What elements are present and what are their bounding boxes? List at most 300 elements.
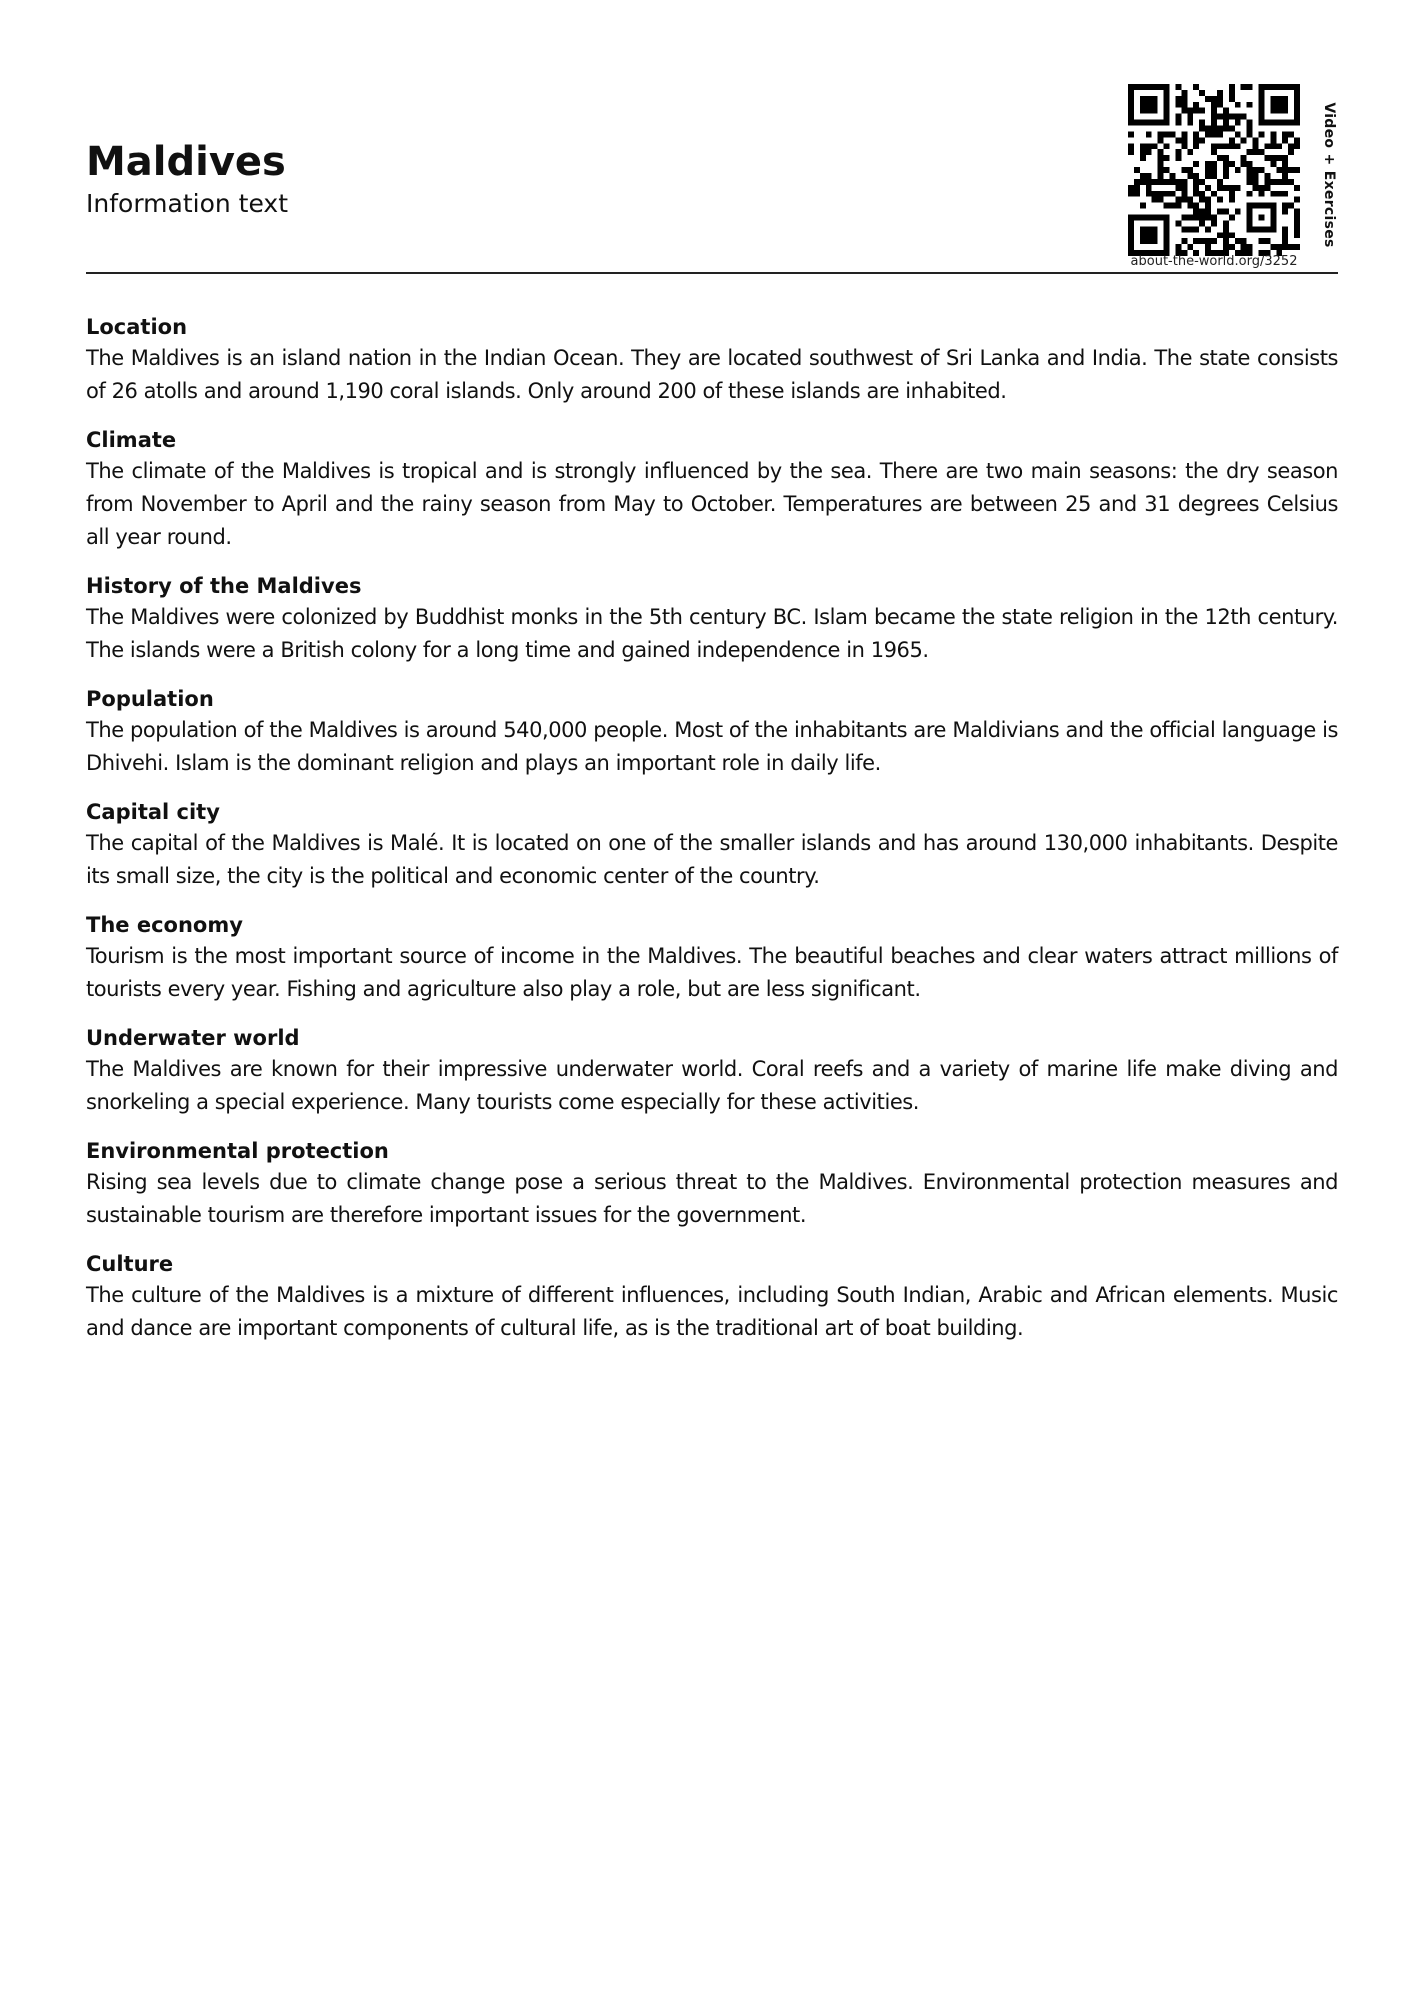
qr-module — [1223, 161, 1229, 167]
qr-module — [1187, 197, 1193, 203]
qr-module — [1217, 96, 1223, 102]
qr-module — [1288, 203, 1294, 209]
qr-module — [1270, 244, 1276, 250]
qr-module — [1140, 143, 1146, 149]
qr-module — [1294, 197, 1300, 203]
qr-module — [1276, 191, 1282, 197]
qr-module — [1181, 191, 1187, 197]
qr-module — [1205, 131, 1211, 137]
qr-module — [1199, 90, 1205, 96]
qr-module — [1229, 126, 1235, 132]
qr-side-label-text: Video + Exercises — [1321, 102, 1337, 248]
qr-module — [1193, 226, 1199, 232]
qr-module — [1223, 114, 1229, 120]
qr-module — [1258, 149, 1264, 155]
qr-module — [1193, 179, 1199, 185]
qr-module — [1193, 161, 1199, 167]
qr-module — [1175, 149, 1181, 155]
qr-align-part — [1247, 203, 1253, 233]
qr-side-label — [1316, 100, 1342, 250]
qr-module — [1282, 161, 1288, 167]
qr-finder-part — [1270, 96, 1288, 114]
qr-module — [1128, 143, 1134, 149]
qr-module — [1164, 167, 1170, 173]
qr-module — [1235, 131, 1241, 137]
qr-module — [1235, 238, 1241, 244]
qr-module — [1140, 173, 1146, 179]
qr-module — [1205, 209, 1211, 215]
qr-align-part — [1270, 203, 1276, 233]
qr-module — [1211, 173, 1217, 179]
qr-module — [1187, 167, 1193, 173]
qr-module — [1170, 173, 1176, 179]
qr-module — [1270, 191, 1276, 197]
qr-module — [1181, 214, 1187, 220]
qr-module — [1294, 220, 1300, 226]
qr-module — [1134, 185, 1140, 191]
qr-module — [1223, 108, 1229, 114]
qr-module — [1187, 214, 1193, 220]
qr-module — [1229, 191, 1235, 197]
qr-module — [1158, 191, 1164, 197]
section — [86, 312, 1338, 408]
qr-module — [1211, 131, 1217, 137]
qr-module — [1175, 185, 1181, 191]
qr-module — [1294, 214, 1300, 220]
qr-module — [1247, 244, 1253, 250]
qr-module — [1223, 238, 1229, 244]
qr-module — [1217, 143, 1223, 149]
qr-module — [1193, 84, 1199, 90]
qr-module — [1146, 143, 1152, 149]
qr-module — [1235, 167, 1241, 173]
qr-finder-part — [1258, 120, 1300, 126]
qr-module — [1181, 137, 1187, 143]
qr-module — [1128, 131, 1134, 137]
qr-module — [1181, 143, 1187, 149]
qr-module — [1264, 155, 1270, 161]
qr-module — [1282, 232, 1288, 238]
qr-module — [1223, 143, 1229, 149]
qr-module — [1158, 161, 1164, 167]
qr-module — [1199, 197, 1205, 203]
qr-module — [1270, 143, 1276, 149]
page-subtitle: Information text — [86, 189, 289, 218]
qr-module — [1175, 96, 1181, 102]
qr-module — [1211, 126, 1217, 132]
qr-module — [1217, 209, 1223, 215]
qr-module — [1158, 137, 1164, 143]
qr-module — [1247, 179, 1253, 185]
qr-module — [1140, 203, 1146, 209]
qr-module — [1199, 220, 1205, 226]
qr-module — [1264, 179, 1270, 185]
qr-finder-part — [1128, 120, 1170, 126]
qr-module — [1235, 120, 1241, 126]
qr-module — [1211, 167, 1217, 173]
qr-module — [1170, 131, 1176, 137]
qr-module — [1205, 96, 1211, 102]
qr-module — [1175, 137, 1181, 143]
qr-module — [1187, 120, 1193, 126]
section-text: The capital of the Maldives is Malé. It is located on one of the smaller islands and has around 130,000 inhabitants. Despite its small size, the city is the political and economic center of the country. — [86, 831, 1338, 888]
qr-module — [1229, 143, 1235, 149]
qr-module — [1193, 143, 1199, 149]
qr-module — [1175, 179, 1181, 185]
qr-module — [1235, 185, 1241, 191]
section-text: Rising sea levels due to climate change pose a serious threat to the Maldives. Environmental protection measures and sustainable tourism are therefore important issues for the government. — [86, 1170, 1338, 1227]
qr-module — [1205, 126, 1211, 132]
qr-module — [1241, 84, 1247, 90]
page-title: Maldives — [86, 139, 286, 185]
qr-module — [1205, 167, 1211, 173]
qr-module — [1175, 244, 1181, 250]
qr-module — [1217, 197, 1223, 203]
qr-module — [1211, 143, 1217, 149]
document-header — [86, 0, 1338, 276]
qr-module — [1193, 102, 1199, 108]
qr-module — [1235, 209, 1241, 215]
section — [86, 425, 1338, 554]
section-text: The Maldives were colonized by Buddhist monks in the 5th century BC. Islam became the state religion in the 12th century. The islands were a British colony for a long time and gained independence in 1965. — [86, 605, 1338, 662]
qr-module — [1128, 191, 1134, 197]
qr-module — [1193, 214, 1199, 220]
section-heading: Population — [86, 687, 214, 711]
section-text: The Maldives is an island nation in the Indian Ocean. They are located southwest of Sri Lanka and India. The state consists of 26 atolls and around 1,190 coral islands. Only around 200 of these islands are inhabited. — [86, 346, 1338, 403]
qr-module — [1205, 238, 1211, 244]
qr-module — [1205, 203, 1211, 209]
qr-module — [1264, 185, 1270, 191]
qr-module — [1199, 214, 1205, 220]
header-divider — [86, 272, 1338, 274]
qr-module — [1270, 155, 1276, 161]
qr-module — [1211, 114, 1217, 120]
qr-module — [1193, 209, 1199, 215]
qr-module — [1175, 220, 1181, 226]
qr-module — [1181, 197, 1187, 203]
qr-module — [1276, 143, 1282, 149]
qr-module — [1247, 102, 1253, 108]
qr-finder-part — [1128, 214, 1170, 220]
qr-module — [1181, 131, 1187, 137]
qr-module — [1211, 214, 1217, 220]
qr-module — [1241, 114, 1247, 120]
qr-module — [1181, 238, 1187, 244]
qr-module — [1241, 137, 1247, 143]
qr-module — [1253, 167, 1259, 173]
qr-align-part — [1258, 214, 1264, 220]
qr-module — [1128, 149, 1134, 155]
qr-module — [1175, 114, 1181, 120]
qr-module — [1193, 191, 1199, 197]
qr-module — [1164, 143, 1170, 149]
qr-module — [1217, 114, 1223, 120]
sections-container — [86, 312, 1338, 1362]
qr-module — [1294, 244, 1300, 250]
qr-module — [1235, 102, 1241, 108]
qr-module — [1223, 226, 1229, 232]
qr-module — [1134, 191, 1140, 197]
section-text: The population of the Maldives is around 540,000 people. Most of the inhabitants are Maldivians and the official language is Dhivehi. Islam is the dominant religion and plays an important role in daily life. — [86, 718, 1338, 775]
qr-module — [1282, 209, 1288, 215]
qr-module — [1282, 137, 1288, 143]
qr-module — [1152, 191, 1158, 197]
section — [86, 571, 1338, 667]
qr-url-link[interactable]: about-the-world.org/3252 — [1130, 254, 1298, 269]
qr-module — [1270, 137, 1276, 143]
section-heading: Climate — [86, 428, 177, 452]
qr-module — [1205, 161, 1211, 167]
qr-module — [1229, 137, 1235, 143]
qr-module — [1229, 114, 1235, 120]
qr-module — [1229, 232, 1235, 238]
qr-finder-part — [1164, 214, 1170, 256]
qr-module — [1158, 197, 1164, 203]
section-heading: Location — [86, 315, 188, 339]
qr-module — [1146, 185, 1152, 191]
section-heading: Environmental protection — [86, 1139, 389, 1163]
qr-module — [1181, 90, 1187, 96]
qr-module — [1217, 232, 1223, 238]
qr-module — [1193, 108, 1199, 114]
qr-module — [1211, 102, 1217, 108]
qr-module — [1264, 173, 1270, 179]
qr-module — [1258, 238, 1264, 244]
qr-module — [1181, 108, 1187, 114]
qr-module — [1193, 238, 1199, 244]
section-heading: Culture — [86, 1252, 174, 1276]
qr-module — [1181, 179, 1187, 185]
qr-module — [1187, 149, 1193, 155]
qr-module — [1181, 226, 1187, 232]
qr-module — [1229, 84, 1235, 90]
qr-module — [1288, 244, 1294, 250]
qr-module — [1223, 244, 1229, 250]
qr-module — [1211, 191, 1217, 197]
qr-module — [1146, 191, 1152, 197]
qr-module — [1181, 167, 1187, 173]
qr-module — [1229, 161, 1235, 167]
qr-module — [1211, 120, 1217, 126]
qr-module — [1294, 137, 1300, 143]
qr-module — [1175, 102, 1181, 108]
qr-module — [1223, 185, 1229, 191]
qr-module — [1181, 102, 1187, 108]
document-page — [86, 0, 1338, 2000]
qr-module — [1217, 179, 1223, 185]
qr-module — [1258, 167, 1264, 173]
qr-module — [1158, 149, 1164, 155]
qr-module — [1164, 191, 1170, 197]
qr-module — [1253, 185, 1259, 191]
qr-module — [1199, 120, 1205, 126]
qr-module — [1223, 173, 1229, 179]
qr-module — [1229, 197, 1235, 203]
qr-module — [1217, 185, 1223, 191]
qr-module — [1282, 203, 1288, 209]
section-heading: Underwater world — [86, 1026, 300, 1050]
qr-module — [1217, 131, 1223, 137]
qr-module — [1282, 244, 1288, 250]
qr-module — [1288, 131, 1294, 137]
qr-module — [1205, 173, 1211, 179]
qr-module — [1229, 214, 1235, 220]
qr-module — [1170, 191, 1176, 197]
qr-module — [1247, 120, 1253, 126]
qr-module — [1205, 244, 1211, 250]
qr-module — [1223, 209, 1229, 215]
qr-module — [1158, 131, 1164, 137]
section-heading: The economy — [86, 913, 243, 937]
qr-finder-part — [1294, 84, 1300, 126]
qr-module — [1282, 131, 1288, 137]
section-text: The climate of the Maldives is tropical and is strongly influenced by the sea. There are two main seasons: the dry season from November to April and the rainy season from May to October. Temperatures are between 25 and 31 degrees Celsius all year round. — [86, 459, 1338, 549]
qr-module — [1158, 179, 1164, 185]
qr-module — [1294, 232, 1300, 238]
qr-finder-part — [1140, 96, 1158, 114]
qr-module — [1235, 143, 1241, 149]
qr-module — [1193, 131, 1199, 137]
qr-module — [1276, 167, 1282, 173]
qr-module — [1152, 179, 1158, 185]
qr-module — [1223, 120, 1229, 126]
qr-finder-part — [1258, 84, 1264, 126]
qr-module — [1205, 197, 1211, 203]
qr-module — [1282, 191, 1288, 197]
qr-finder-part — [1164, 84, 1170, 126]
qr-module — [1282, 179, 1288, 185]
qr-module — [1247, 126, 1253, 132]
qr-module — [1294, 209, 1300, 215]
qr-module — [1152, 143, 1158, 149]
qr-module — [1282, 238, 1288, 244]
qr-module — [1164, 131, 1170, 137]
qr-module — [1217, 126, 1223, 132]
qr-module — [1258, 185, 1264, 191]
qr-module — [1146, 179, 1152, 185]
qr-module — [1223, 232, 1229, 238]
qr-module — [1187, 244, 1193, 250]
qr-module — [1288, 167, 1294, 173]
qr-module — [1140, 179, 1146, 185]
qr-module — [1211, 149, 1217, 155]
qr-module — [1282, 173, 1288, 179]
qr-module — [1235, 114, 1241, 120]
qr-module — [1187, 114, 1193, 120]
qr-module — [1128, 185, 1134, 191]
qr-module — [1253, 179, 1259, 185]
section-text: The culture of the Maldives is a mixture of different influences, including South Indian, Arabic and African elements. Music and dance are important components of cultural life, as is the traditional art of boat building. — [86, 1283, 1338, 1340]
qr-module — [1199, 209, 1205, 215]
qr-module — [1270, 179, 1276, 185]
qr-module — [1205, 185, 1211, 191]
qr-module — [1288, 149, 1294, 155]
qr-module — [1146, 131, 1152, 137]
qr-module — [1223, 155, 1229, 161]
qr-module — [1158, 155, 1164, 161]
qr-module — [1282, 226, 1288, 232]
qr-module — [1199, 238, 1205, 244]
qr-module — [1175, 84, 1181, 90]
qr-module — [1253, 149, 1259, 155]
qr-module — [1223, 167, 1229, 173]
qr-module — [1140, 149, 1146, 155]
section-heading: Capital city — [86, 800, 220, 824]
qr-module — [1247, 84, 1253, 90]
qr-module — [1146, 173, 1152, 179]
qr-module — [1247, 167, 1253, 173]
qr-module — [1247, 173, 1253, 179]
qr-module — [1282, 167, 1288, 173]
qr-module — [1276, 179, 1282, 185]
section — [86, 910, 1338, 1006]
qr-module — [1247, 149, 1253, 155]
qr-module — [1205, 226, 1211, 232]
qr-module — [1211, 108, 1217, 114]
qr-finder-part — [1128, 84, 1170, 90]
qr-module — [1247, 131, 1253, 137]
qr-module — [1241, 244, 1247, 250]
qr-module — [1146, 149, 1152, 155]
qr-module — [1276, 244, 1282, 250]
qr-module — [1247, 191, 1253, 197]
qr-module — [1211, 220, 1217, 226]
qr-module — [1229, 185, 1235, 191]
qr-module — [1164, 203, 1170, 209]
qr-module — [1211, 238, 1217, 244]
qr-finder-part — [1140, 226, 1158, 244]
qr-module — [1140, 155, 1146, 161]
qr-module — [1134, 167, 1140, 173]
qr-module — [1223, 220, 1229, 226]
section — [86, 797, 1338, 893]
qr-module — [1294, 226, 1300, 232]
qr-finder-part — [1258, 84, 1300, 90]
qr-module — [1199, 179, 1205, 185]
qr-module — [1217, 155, 1223, 161]
qr-module — [1276, 155, 1282, 161]
section — [86, 1249, 1338, 1345]
qr-module — [1294, 143, 1300, 149]
qr-module — [1229, 244, 1235, 250]
qr-module — [1158, 167, 1164, 173]
qr-module — [1181, 185, 1187, 191]
qr-module — [1211, 161, 1217, 167]
section — [86, 1136, 1338, 1232]
qr-module — [1217, 90, 1223, 96]
qr-code-graphic — [1128, 84, 1300, 256]
section-heading: History of the Maldives — [86, 574, 362, 598]
qr-module — [1193, 173, 1199, 179]
qr-module — [1241, 155, 1247, 161]
qr-module — [1187, 173, 1193, 179]
qr-module — [1193, 203, 1199, 209]
qr-module — [1270, 131, 1276, 137]
qr-code-icon[interactable] — [1128, 84, 1300, 256]
section-text: The Maldives are known for their impressive underwater world. Coral reefs and a variety of marine life make diving and snorkeling a special experience. Many tourists come especially for these activities. — [86, 1057, 1338, 1114]
qr-module — [1288, 143, 1294, 149]
qr-module — [1223, 126, 1229, 132]
qr-module — [1175, 155, 1181, 161]
qr-module — [1199, 191, 1205, 197]
qr-module — [1199, 137, 1205, 143]
section — [86, 1023, 1338, 1119]
qr-finder-part — [1128, 214, 1134, 256]
qr-module — [1175, 120, 1181, 126]
qr-module — [1264, 238, 1270, 244]
qr-module — [1164, 155, 1170, 161]
qr-module — [1170, 179, 1176, 185]
